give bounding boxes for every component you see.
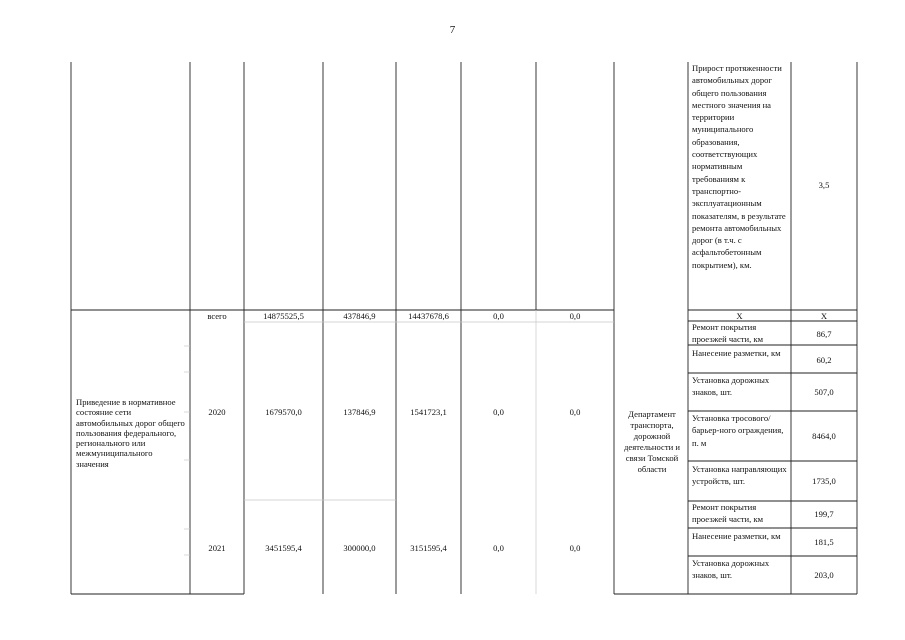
year-2020: 2020 bbox=[208, 407, 226, 417]
top-indicator-value: 3,5 bbox=[818, 180, 830, 190]
y2020-indicator-2-value: 60,2 bbox=[816, 355, 832, 365]
y2021-indicator-3-value: 203,0 bbox=[814, 570, 834, 580]
total-value-2: 437846,9 bbox=[343, 311, 376, 321]
y2020-indicator-2: Нанесение разметки, км bbox=[692, 348, 781, 358]
total-value-3: 14437678,6 bbox=[408, 311, 449, 321]
y2020-value-2: 137846,9 bbox=[343, 407, 376, 417]
y2021-indicator-1-value: 199,7 bbox=[814, 509, 834, 519]
executor: Департамент транспорта, дорожной деятельности и связи Томской области bbox=[624, 409, 680, 474]
total-value-4: 0,0 bbox=[493, 311, 504, 321]
y2021-value-5: 0,0 bbox=[569, 543, 581, 553]
total-indicator: Х bbox=[736, 311, 743, 321]
top-indicator-text: Прирост протяженности автомобильных дорог общего пользования местного значения на территории муниципального образования, соответствующих нормативным требованиям к транспортно-эксплуатационным показателям, в результате ремонта автомобильных дорог (в т.ч. с асфальтобетонным покрытием), км. bbox=[692, 63, 786, 270]
y2021-value-3: 3151595,4 bbox=[410, 543, 447, 553]
y2021-indicator-2: Нанесение разметки, км bbox=[692, 531, 781, 541]
y2020-indicator-4-value: 8464,0 bbox=[812, 431, 836, 441]
total-label: всего bbox=[207, 311, 227, 321]
y2020-indicator-5-value: 1735,0 bbox=[812, 476, 836, 486]
year-2021: 2021 bbox=[208, 543, 226, 553]
measure-name: Приведение в нормативное состояние сети автомобильных дорог общего пользования федерального, регионального или межмуниципального значения bbox=[76, 397, 185, 469]
y2020-indicator-1: Ремонт покрытия проезжей части, км bbox=[692, 322, 764, 344]
y2020-indicator-1-value: 86,7 bbox=[816, 329, 832, 339]
total-indicator-value: Х bbox=[820, 311, 828, 321]
y2020-indicator-4: Установка тросового/барьер-ного ограждения, п. м bbox=[692, 413, 784, 448]
y2021-indicator-3: Установка дорожных знаков, шт. bbox=[692, 558, 770, 580]
y2020-value-3: 1541723,1 bbox=[410, 407, 447, 417]
y2020-indicator-3: Установка дорожных знаков, шт. bbox=[692, 375, 770, 398]
y2021-value-1: 3451595,4 bbox=[265, 543, 302, 553]
total-value-5: 0,0 bbox=[569, 311, 581, 321]
y2021-value-2: 300000,0 bbox=[343, 543, 376, 553]
y2020-value-4: 0,0 bbox=[493, 407, 504, 417]
y2020-value-5: 0,0 bbox=[569, 407, 581, 417]
y2020-indicator-3-value: 507,0 bbox=[814, 387, 834, 397]
y2020-indicator-5: Установка направляющих устройств, шт. bbox=[692, 464, 787, 487]
total-value-1: 14875525,5 bbox=[263, 311, 304, 321]
page-number: 7 bbox=[449, 24, 456, 36]
y2021-indicator-2-value: 181,5 bbox=[814, 537, 834, 547]
y2021-indicator-1: Ремонт покрытия проезжей части, км bbox=[692, 502, 764, 524]
y2021-value-4: 0,0 bbox=[493, 543, 504, 553]
y2020-value-1: 1679570,0 bbox=[265, 407, 302, 417]
